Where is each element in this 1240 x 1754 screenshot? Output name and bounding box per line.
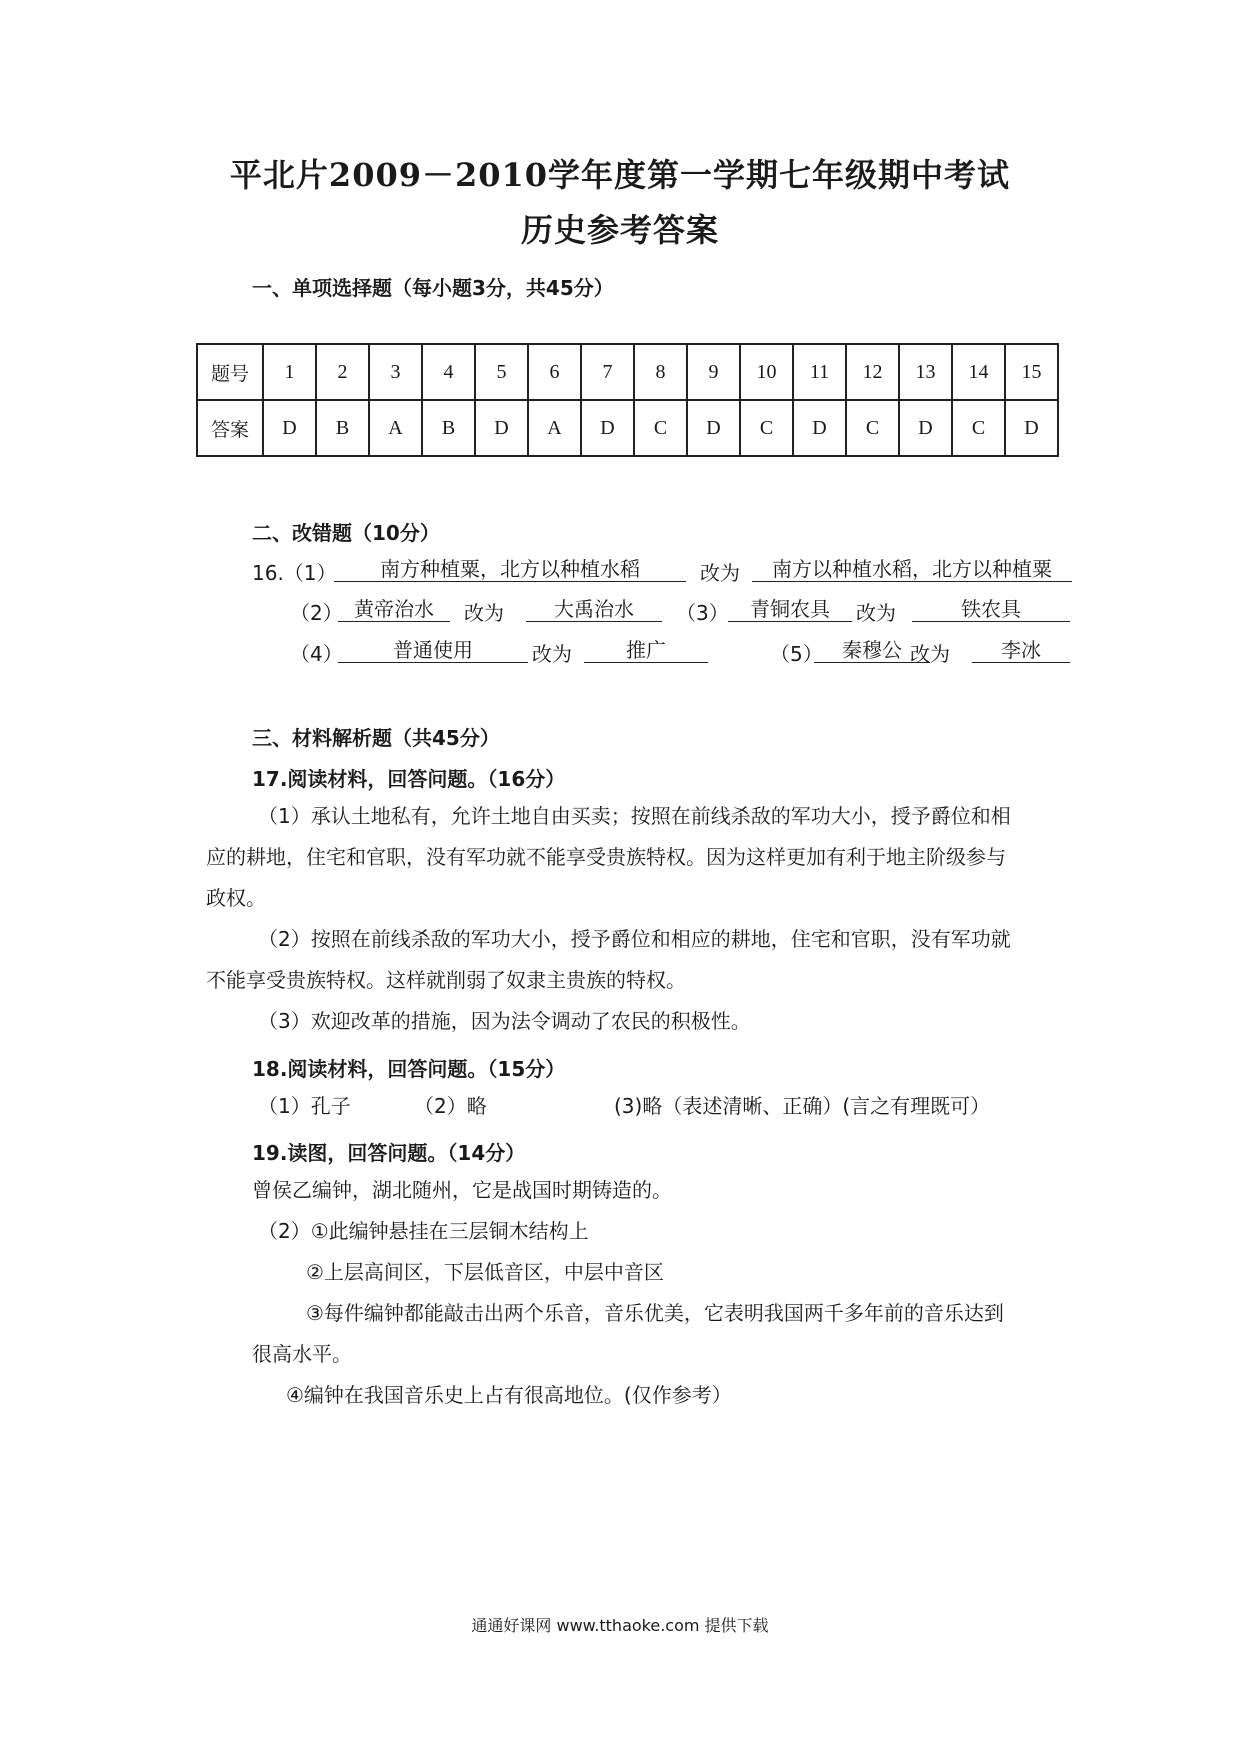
question-number: 3 [369,344,422,400]
q16-5-label: （5） [770,642,823,666]
section-2-heading: 二、改错题（10分） [252,521,440,545]
q16-5-wrong: 秦穆公 [814,634,930,663]
answer-cell: A [369,400,422,456]
q19-line: 曾侯乙编钟，湖北随州，它是战国时期铸造的。 [252,1178,672,1202]
q16-4-label: （4） [290,642,343,666]
question-number: 10 [740,344,793,400]
section-3-heading: 三、材料解析题（共45分） [252,726,500,750]
q16-2-label: （2） [290,601,343,625]
answer-cell: D [581,400,634,456]
answer-table [196,343,1059,457]
page-title: 平北片2009－2010学年度第一学期七年级期中考试 [229,156,1011,194]
q18-heading: 18.阅读材料，回答问题。（15分） [252,1057,566,1081]
q19-line: ④编钟在我国音乐史上占有很高地位。(仅作参考） [286,1383,732,1407]
question-number: 13 [899,344,952,400]
question-number: 5 [475,344,528,400]
change-word: 改为 [700,561,740,585]
change-word: 改为 [856,601,896,625]
q16-4-wrong: 普通使用 [338,634,528,663]
q18-answer-3: (3)略（表述清晰、正确）(言之有理既可） [614,1094,991,1118]
answer-cell: C [740,400,793,456]
change-word: 改为 [910,642,950,666]
answer-cell: D [1005,400,1058,456]
table-row-answers [197,400,1058,456]
q16-2-wrong: 黄帝治水 [338,593,450,622]
row-label-answers: 答案 [197,400,263,456]
q17-line: 不能享受贵族特权。这样就削弱了奴隶主贵族的特权。 [206,968,686,992]
q16-3-right: 铁农具 [912,593,1070,622]
answer-cell: D [263,400,316,456]
answer-cell: D [687,400,740,456]
question-number: 11 [793,344,846,400]
answer-cell: B [316,400,369,456]
answer-cell: D [793,400,846,456]
page-subtitle: 历史参考答案 [520,211,719,249]
q17-heading: 17.阅读材料，回答问题。（16分） [252,767,566,791]
question-number: 8 [634,344,687,400]
q16-3-wrong: 青铜农具 [728,593,852,622]
question-number: 12 [846,344,899,400]
question-number: 4 [422,344,475,400]
section-1-heading: 一、单项选择题（每小题3分，共45分） [252,276,614,300]
table-row-numbers [197,344,1058,400]
question-number: 15 [1005,344,1058,400]
question-number: 2 [316,344,369,400]
question-number: 9 [687,344,740,400]
q16-2-right: 大禹治水 [526,593,662,622]
page-footer: 通通好课网 www.tthaoke.com 提供下载 [471,1616,769,1635]
q19-line: （2）①此编钟悬挂在三层铜木结构上 [258,1219,589,1243]
q17-line: （2）按照在前线杀敌的军功大小，授予爵位和相应的耕地，住宅和官职，没有军功就 [258,927,1011,951]
q17-line: （3）欢迎改革的措施，因为法令调动了农民的积极性。 [258,1009,751,1033]
question-number: 1 [263,344,316,400]
q19-heading: 19.读图，回答问题。（14分） [252,1141,526,1165]
q19-line: ②上层高间区，下层低音区，中层中音区 [306,1260,664,1284]
answer-cell: C [634,400,687,456]
q16-3-label: （3） [676,601,729,625]
change-word: 改为 [532,642,572,666]
answer-cell: A [528,400,581,456]
q16-label: 16.（1） [252,561,337,585]
q19-line: ③每件编钟都能敲击出两个乐音，音乐优美，它表明我国两千多年前的音乐达到 [306,1301,1004,1325]
question-number: 6 [528,344,581,400]
q16-5-right: 李冰 [972,634,1070,663]
q16-4-right: 推广 [584,634,708,663]
question-number: 14 [952,344,1005,400]
answer-cell: B [422,400,475,456]
answer-cell: C [846,400,899,456]
q17-line: 应的耕地，住宅和官职，没有军功就不能享受贵族特权。因为这样更加有利于地主阶级参与 [206,845,1006,869]
question-number: 7 [581,344,634,400]
answer-cell: D [475,400,528,456]
row-label-numbers: 题号 [197,344,263,400]
change-word: 改为 [464,601,504,625]
q16-1-right: 南方以种植水稻，北方以种植粟 [752,553,1072,582]
q19-line: 很高水平。 [252,1342,352,1366]
q18-answer-1: （1）孔子 [258,1094,351,1118]
q16-1-wrong: 南方种植粟，北方以种植水稻 [334,553,686,582]
answer-cell: C [952,400,1005,456]
q17-line: 政权。 [206,886,266,910]
answer-cell: D [899,400,952,456]
q18-answer-2: （2）略 [414,1094,487,1118]
q17-line: （1）承认土地私有，允许土地自由买卖；按照在前线杀敌的军功大小，授予爵位和相 [258,804,1011,828]
